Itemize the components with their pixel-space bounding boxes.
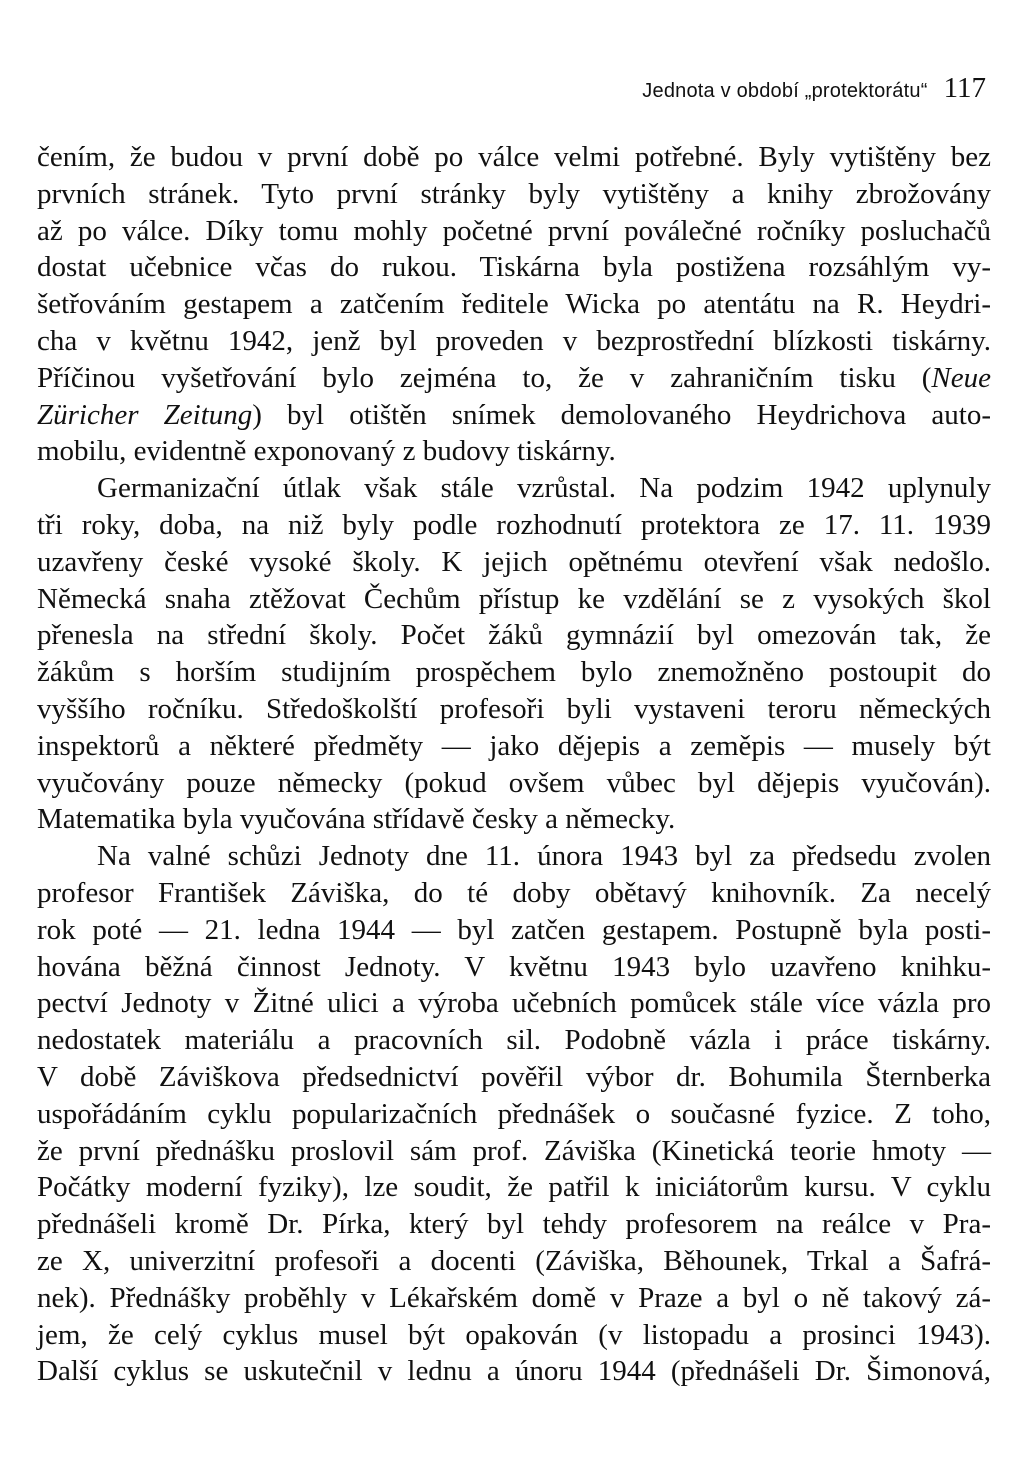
text-line: Na valné schůzi Jednoty dne 11. února 1943 byl za předsedu zvolen — [97, 840, 991, 873]
body-text — [37, 139, 991, 1390]
italic-title: Züricher Zeitung — [37, 398, 253, 431]
running-head — [642, 72, 986, 105]
text-line: přenesla na střední školy. Počet žáků gymnázií byl omezován tak, že — [37, 619, 991, 652]
text-line: uspořádáním cyklu popularizačních přednášek o současné fyzice. Z toho, — [37, 1097, 991, 1130]
italic-title: Neue — [931, 361, 991, 394]
text-line — [37, 397, 991, 434]
text-line: čením, že budou v první době po válce velmi potřebné. Byly vytištěny bez — [37, 141, 991, 173]
text-segment: ) byl otištěn snímek demolovaného Heydrichova auto- — [252, 398, 991, 431]
text-line: V době Záviškova předsednictví pověřil výbor dr. Bohumila Šternberka — [37, 1060, 991, 1093]
text-line: vyučovány pouze německy (pokud ovšem vůbec byl dějepis vyučován). — [37, 766, 991, 799]
text-line: Německá snaha ztěžovat Čechům přístup ke vzdělání se z vysokých škol — [37, 582, 991, 615]
text-line: až po válce. Díky tomu mohly početné první poválečné ročníky posluchačů — [37, 214, 991, 247]
text-line: mobilu, evidentně exponovaný z budovy tiskárny. — [37, 435, 616, 468]
text-line: jem, že celý cyklus musel být opakován (v listopadu a prosinci 1943). — [37, 1318, 991, 1351]
text-line: nedostatek materiálu a pracovních sil. Podobně vázla i práce tiskárny. — [37, 1024, 991, 1057]
text-line: Počátky moderní fyziky), lze soudit, že patřil k iniciátorům kursu. V cyklu — [37, 1171, 991, 1204]
text-line: hována běžná činnost Jednoty. V květnu 1943 bylo uzavřeno knihku- — [37, 950, 991, 983]
text-line: profesor František Záviška, do té doby obětavý knihovník. Za necelý — [37, 876, 991, 909]
text-line: přednášeli kromě Dr. Pírka, který byl tehdy profesorem na reálce v Pra- — [37, 1208, 991, 1241]
text-line: tři roky, doba, na niž byly podle rozhodnutí protektora ze 17. 11. 1939 — [37, 508, 991, 541]
text-line: vyššího ročníku. Středoškolští profesoři byli vystaveni teroru německých — [37, 692, 991, 725]
text-line: cha v květnu 1942, jenž byl proveden v bezprostřední blízkosti tiskárny. — [37, 324, 991, 357]
text-line: šetřováním gestapem a zatčením ředitele Wicka po atentátu na R. Heydri- — [37, 288, 991, 321]
text-line: nek). Přednášky proběhly v Lékařském domě v Praze a byl o ně takový zá- — [37, 1281, 991, 1314]
running-title: Jednota v období „protektorátu“ — [642, 80, 928, 102]
text-line: pectví Jednoty v Žitné ulici a výroba učebních pomůcek stále více vázla pro — [37, 987, 991, 1020]
page-number: 117 — [943, 72, 986, 104]
text-line: prvních stránek. Tyto první stránky byly vytištěny a knihy zbrožovány — [37, 177, 991, 210]
text-line: Germanizační útlak však stále vzrůstal. Na podzim 1942 uplynuly — [97, 472, 991, 505]
text-line: ze X, univerzitní profesoři a docenti (Záviška, Běhounek, Trkal a Šafrá- — [37, 1244, 991, 1277]
text-line: Matematika byla vyučována střídavě česky a německy. — [37, 803, 676, 836]
text-line: rok poté — 21. ledna 1944 — byl zatčen gestapem. Postupně byla posti- — [37, 913, 991, 946]
text-segment: Příčinou vyšetřování bylo zejména to, že v zahraničním tisku ( — [37, 361, 932, 394]
text-line — [37, 360, 991, 397]
text-line: inspektorů a některé předměty — jako dějepis a zeměpis — musely být — [37, 729, 991, 762]
text-line: žákům s horším studijním prospěchem bylo znemožněno postoupit do — [37, 656, 991, 689]
text-line: uzavřeny české vysoké školy. K jejich opětnému otevření však nedošlo. — [37, 545, 991, 578]
text-line: dostat učebnice včas do rukou. Tiskárna byla postižena rozsáhlým vy- — [37, 251, 991, 284]
text-line: že první přednášku proslovil sám prof. Záviška (Kinetická teorie hmoty — — [37, 1134, 991, 1167]
text-line: Další cyklus se uskutečnil v lednu a únoru 1944 (přednášeli Dr. Šimonová, — [37, 1355, 991, 1388]
